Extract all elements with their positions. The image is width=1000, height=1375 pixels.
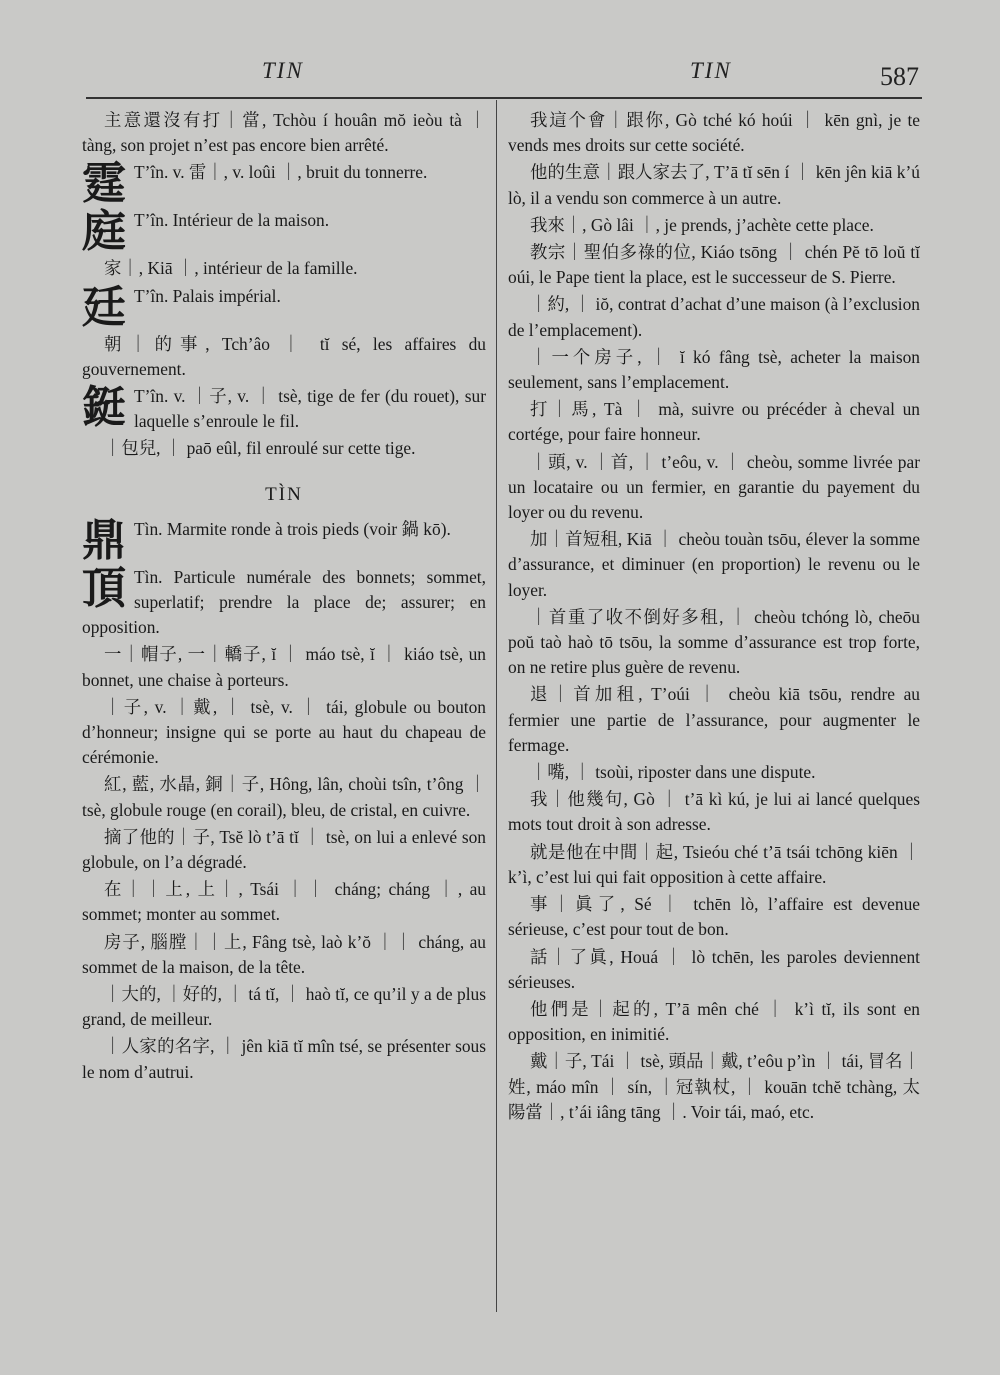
- entry-text: T’în. Palais impérial.: [134, 285, 281, 306]
- header-rule: [86, 97, 922, 99]
- sub-entry: [508, 892, 920, 942]
- section-heading: TÌN: [265, 483, 303, 505]
- entry-text: 在｜｜上, 上｜, Tsái ｜｜ cháng; cháng ｜, au sommet; monter au sommet.: [82, 879, 486, 925]
- entry-text: T’în. v. ｜子, v. ｜ tsè, tige de fer (du rouet), sur laquelle s’enroule le fil.: [134, 386, 486, 432]
- sub-entry: [508, 605, 920, 681]
- sub-entry: [82, 695, 486, 771]
- column-divider: [496, 100, 497, 1312]
- head-character: 鋌: [82, 382, 126, 434]
- entry-text: ｜子, v. ｜戴, ｜ tsè, v. ｜ tái, globule ou bouton d’honneur; insigne qui se porte au haut du chapeau de cérémonie.: [82, 696, 486, 768]
- right-column: [508, 108, 920, 1127]
- sub-entry: [82, 108, 486, 158]
- sub-entry: [82, 1034, 486, 1084]
- entry-text: 一｜帽子, 一｜轎子, ĭ ｜ máo tsè, ĭ ｜ kiáo tsè, un bonnet, une chaise à porteurs.: [82, 644, 486, 690]
- entry-text: 事｜眞了, Sé ｜ tchēn lò, l’affaire est devenue sérieuse, c’est pour tout de bon.: [508, 894, 920, 940]
- page-number: 587: [880, 62, 919, 91]
- entry-text: 我這个會｜跟你, Gò tché kó hoúi ｜ kēn gnì, je te vends mes droits sur cette société.: [508, 110, 920, 156]
- entry-text: ｜人家的名字, ｜ jên kiā tĭ mîn tsé, se présenter sous le nom d’autrui.: [82, 1036, 486, 1082]
- head-entry: [82, 281, 486, 333]
- head-entry: [82, 158, 486, 210]
- sub-entry: [82, 877, 486, 927]
- head-entry: [82, 514, 486, 566]
- entry-text: 他的生意｜跟人家去了, T’ā tĭ sēn í ｜ kēn jên kiā k’ú lò, il a vendu son commerce à un autre.: [508, 162, 920, 208]
- sub-entry: [82, 256, 486, 281]
- entry-text: ｜頭, v. ｜首, ｜ t’eôu, v. ｜ cheòu, somme livrée par un locataire ou un fermier, en garantie du payement du loyer ou du revenu.: [508, 451, 920, 523]
- sub-entry: [82, 772, 486, 822]
- head-character: 霆: [82, 158, 126, 210]
- sub-entry: [82, 332, 486, 382]
- entry-text: 話｜了眞, Houá ｜ lò tchēn, les paroles deviennent sérieuses.: [508, 946, 920, 992]
- entry-text: ｜約, ｜ iŏ, contrat d’achat d’une maison (à l’exclusion de l’emplacement).: [508, 294, 920, 340]
- sub-entry: [508, 108, 920, 158]
- sub-entry: [508, 760, 920, 785]
- entry-text: 打｜馬, Tà ｜ mà, suivre ou précéder à cheval un cortége, pour faire honneur.: [508, 399, 920, 445]
- entry-text: 主意還沒有打｜當, Tchòu í houân mŏ ieòu tà ｜ tàng, son projet n’est pas encore bien arrêté.: [82, 110, 486, 156]
- sub-entry: [508, 292, 920, 342]
- head-entry: [82, 384, 486, 434]
- entry-text: ｜嘴, ｜ tsoùi, riposter dans une dispute.: [530, 762, 816, 783]
- sub-entry: [82, 825, 486, 875]
- head-character: 頂: [82, 562, 126, 614]
- head-entry: [82, 562, 486, 641]
- entry-text: 我來｜, Gò lâi ｜, je prends, j’achète cette place.: [530, 214, 874, 235]
- sub-entry: [508, 840, 920, 890]
- sub-entry: [508, 450, 920, 526]
- sub-entry: [82, 436, 486, 461]
- left-column: [82, 108, 486, 1087]
- sub-entry: [82, 930, 486, 980]
- sub-entry: [508, 397, 920, 447]
- entry-text: 紅, 藍, 水晶, 銅｜子, Hông, lân, choùi tsîn, t’ông ｜ tsè, globule rouge (en corail), bleu, de cristal, en cuivre.: [82, 774, 486, 820]
- head-character: 庭: [82, 206, 126, 258]
- sub-entry: [82, 982, 486, 1032]
- entry-text: 就是他在中間｜起, Tsieóu ché t’ā tsái tchōng kiēn ｜ k’ì, c’est lui qui fait opposition à cette affaire.: [508, 841, 920, 887]
- entry-text: 教宗｜聖伯多祿的位, Kiáo tsōng ｜ chén Pĕ tō loŭ tĭ oúi, le Pape tient la place, est le successeur de S. Pierre.: [508, 242, 920, 288]
- entry-text: 摘了他的｜子, Tsĕ lò t’ā tĭ ｜ tsè, on lui a enlevé son globule, on l’a dégradé.: [82, 826, 486, 873]
- sub-entry: [508, 345, 920, 395]
- head-character: 廷: [82, 281, 126, 333]
- entry-text: T’în. Intérieur de la maison.: [134, 210, 330, 231]
- head-entry: [82, 206, 486, 258]
- sub-entry: [508, 160, 920, 210]
- entry-text: 房子, 腦膛｜｜上, Fâng tsè, laò k’ŏ ｜｜ cháng, au sommet de la maison, de la tête.: [82, 931, 486, 977]
- entry-text: ｜大的, ｜好的, ｜ tá tĭ, ｜ haò tĭ, ce qu’il y a de plus grand, de meilleur.: [82, 984, 486, 1030]
- entry-text: 家｜, Kiā ｜, intérieur de la famille.: [104, 258, 358, 279]
- entry-text: ｜首重了收不倒好多租, ｜ cheòu tchóng lò, cheōu poŭ taò haò tō tsōu, la somme d’assurance est trop forte, on ne retire plus guère de revenu.: [508, 606, 920, 678]
- sub-entry: [82, 642, 486, 692]
- head-character: 鼎: [82, 514, 126, 566]
- sub-entry: [508, 240, 920, 290]
- sub-entry: [508, 787, 920, 837]
- sub-entry: [508, 1049, 920, 1125]
- sub-entry: [508, 945, 920, 995]
- entry-text: T’în. v. 雷｜, v. loûi ｜, bruit du tonnerre.: [134, 162, 428, 183]
- running-head-left: TIN: [262, 58, 304, 83]
- sub-entry: [508, 527, 920, 603]
- entry-text: 我｜他幾句, Gò ｜ t’ā kì kú, je lui ai lancé quelques mots tout droit à son adresse.: [508, 789, 920, 835]
- entry-text: 退｜首加租, T’oúi ｜ cheòu kiā tsōu, rendre au fermier une partie de l’assurance, pour augmenter le fermage.: [508, 684, 920, 755]
- entry-text: 戴｜子, Tái ｜ tsè, 頭品｜戴, t’eôu p’ìn ｜ tái, 冒名｜姓, máo mîn ｜ sín, ｜冠執杖, ｜ kouān tchĕ tchàng, 太陽當｜, t’ái iâng tāng ｜. Voir tái, maó, etc.: [508, 1051, 920, 1122]
- entry-text: 朝｜的事, Tch’âo ｜ tĭ sé, les affaires du gouvernement.: [82, 333, 486, 379]
- entry-text: 他們是｜起的, T’ā mên ché ｜ k’ì tĭ, ils sont en opposition, en inimitié.: [508, 998, 920, 1045]
- entry-text: ｜包兒, ｜ paō eûl, fil enroulé sur cette tige.: [104, 438, 416, 459]
- entry-text: 加｜首短租, Kiā ｜ cheòu touàn tsōu, élever la somme d’assurance, et diminuer (en proportion) le revenu ou le loyer.: [508, 529, 920, 600]
- entry-text: Tìn. Marmite ronde à trois pieds (voir 鍋 kō).: [134, 518, 451, 539]
- sub-entry: [508, 997, 920, 1047]
- entry-text: Tìn. Particule numérale des bonnets; sommet, superlatif; prendre la place de; assurer; en opposition.: [82, 566, 486, 638]
- running-head-right: TIN: [690, 58, 732, 83]
- sub-entry: [508, 682, 920, 758]
- sub-entry: [508, 213, 920, 238]
- entry-text: ｜一个房子, ｜ ĭ kó fâng tsè, acheter la maison seulement, sans l’emplacement.: [508, 346, 920, 393]
